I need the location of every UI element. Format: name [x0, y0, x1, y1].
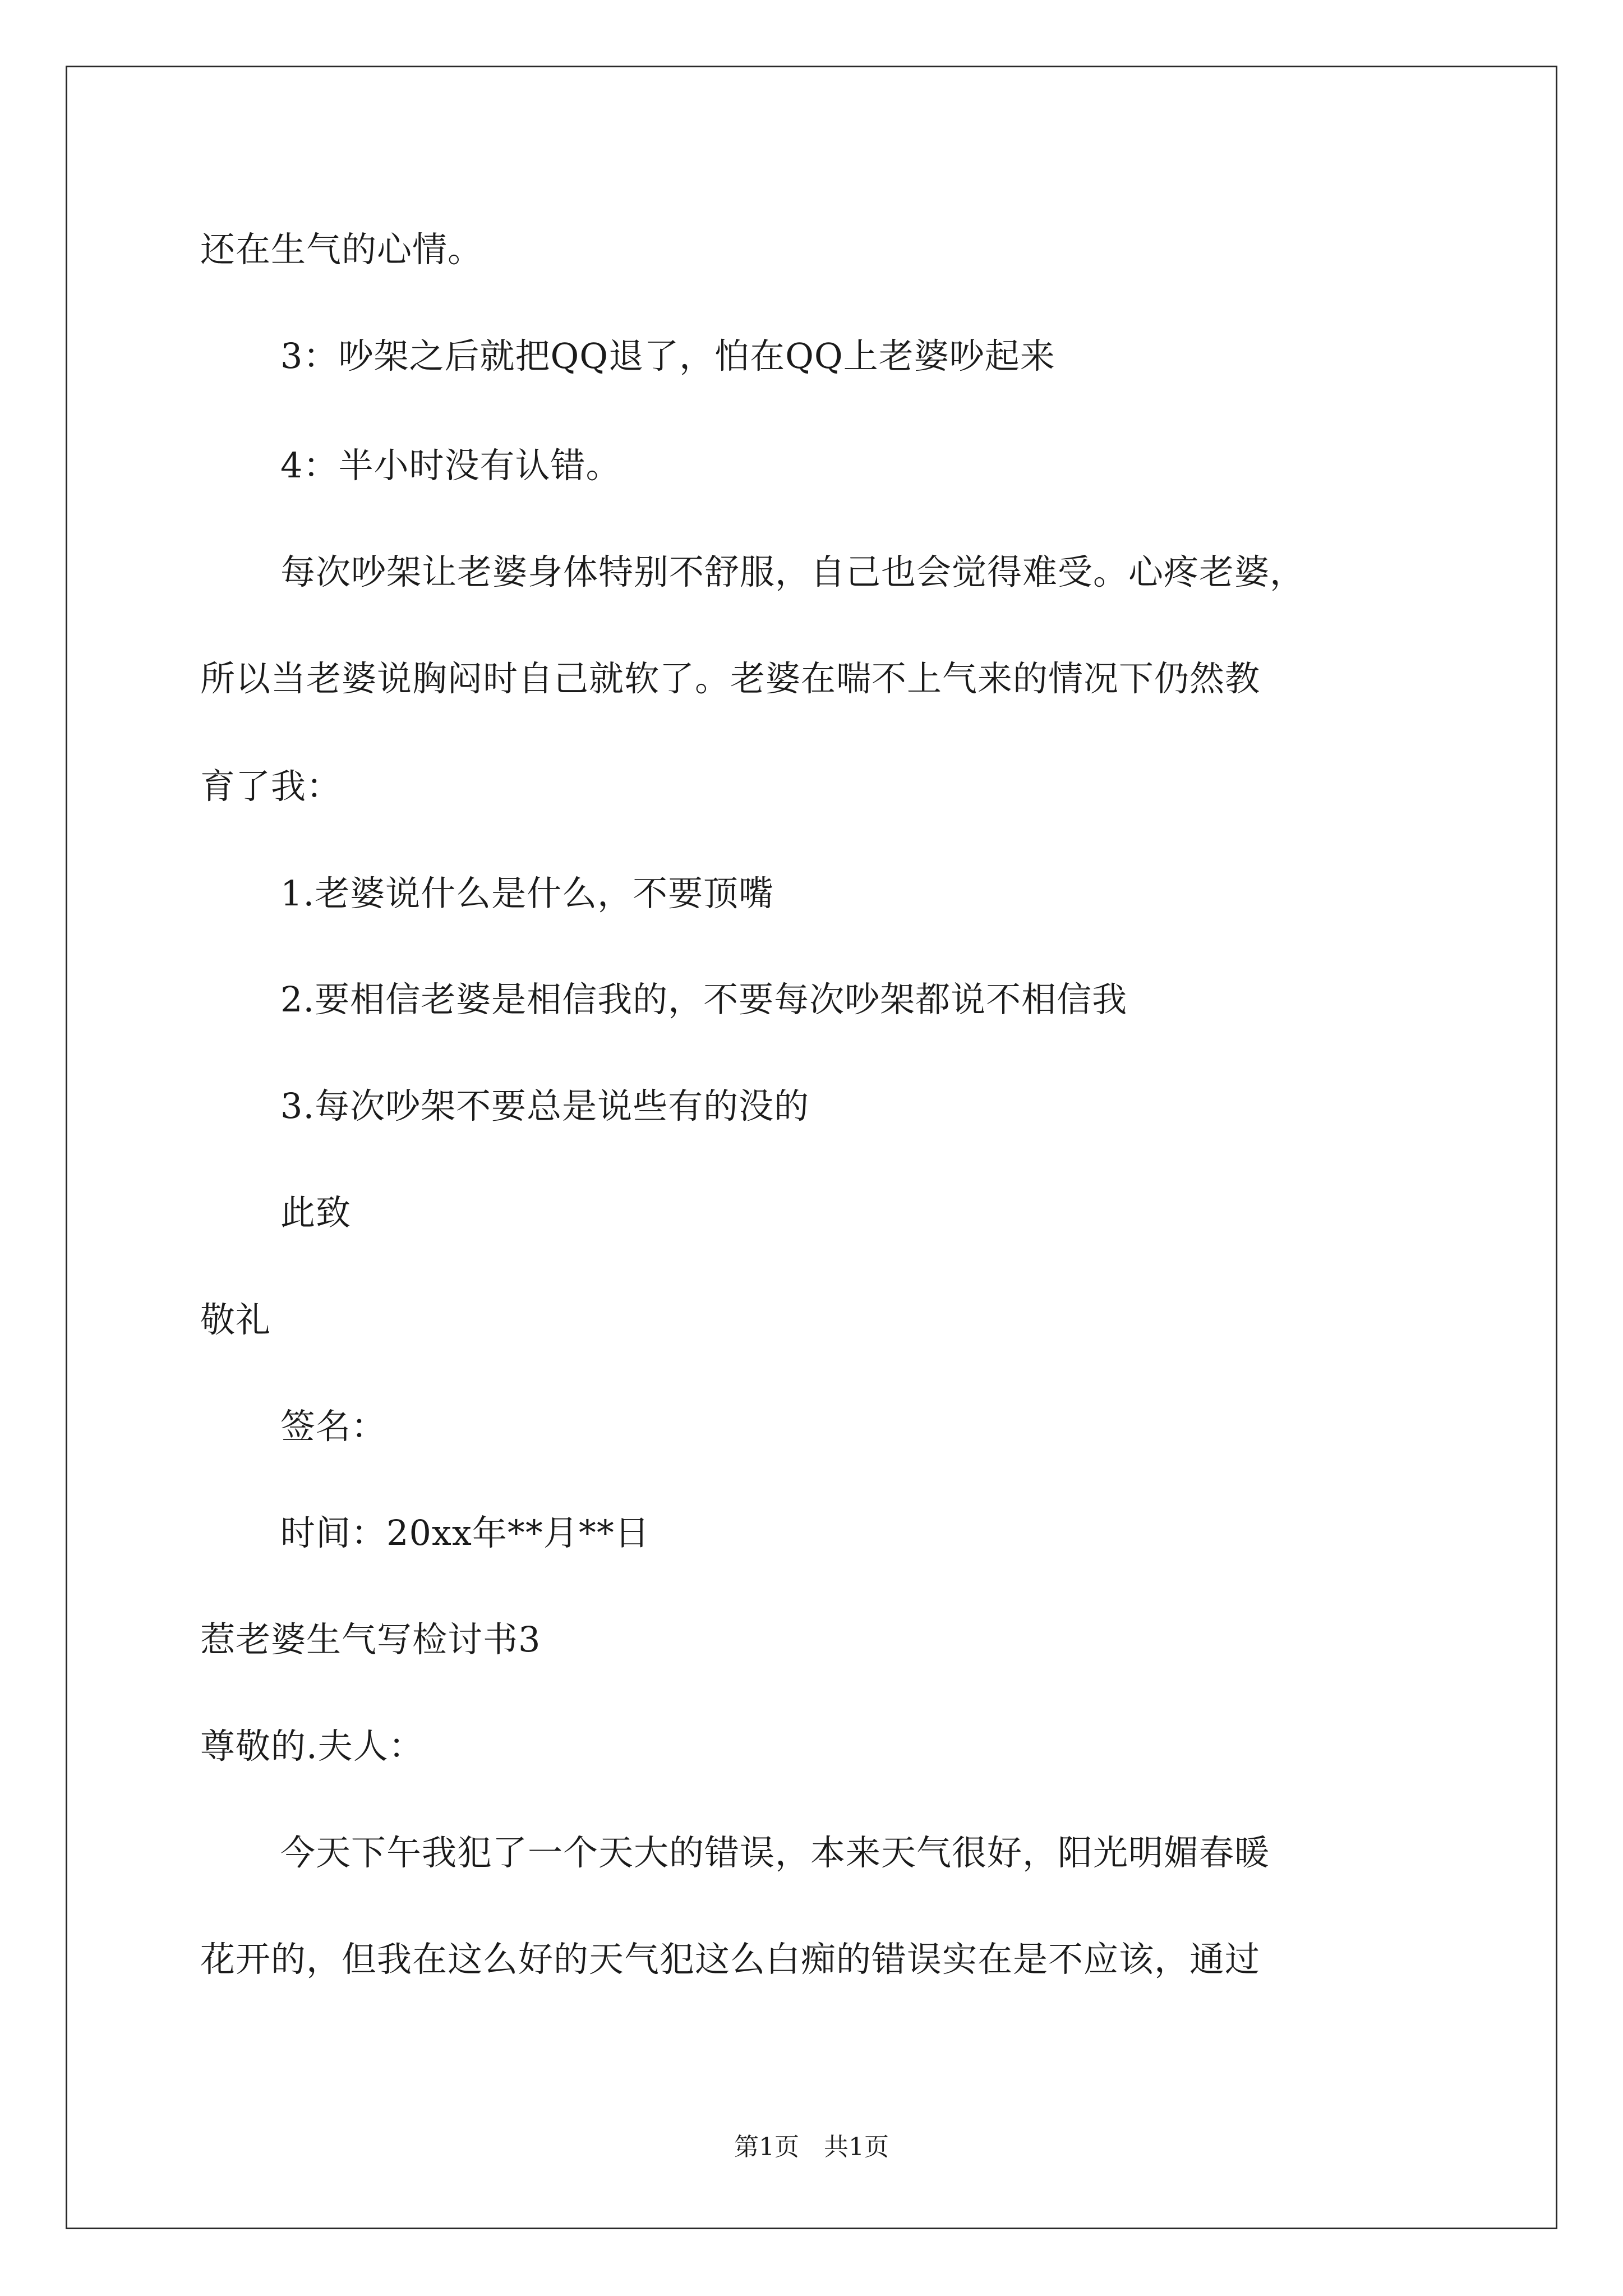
list-item-2: 2.要相信老婆是相信我的，不要每次吵架都说不相信我 — [280, 979, 1128, 1020]
body-line-5: 所以当老婆说胸闷时自己就软了。老婆在喘不上气来的情况下仍然教 — [200, 658, 1261, 699]
body-line-17: 花开的，但我在这么好的天气犯这么白痴的错误实在是不应该，通过 — [200, 1939, 1261, 1980]
body-line-1: 还在生气的心情。 — [200, 229, 483, 270]
page-border — [66, 66, 1557, 2229]
body-line-3: 4：半小时没有认错。 — [280, 445, 621, 486]
closing-cizhi: 此致 — [280, 1192, 352, 1233]
list-item-3: 3.每次吵架不要总是说些有的没的 — [280, 1085, 810, 1126]
closing-jingli: 敬礼 — [200, 1299, 271, 1340]
signature-label: 签名： — [280, 1406, 387, 1447]
section-title: 惹老婆生气写检讨书3 — [200, 1619, 541, 1660]
body-line-2: 3：吵架之后就把QQ退了，怕在QQ上老婆吵起来 — [280, 335, 1055, 376]
page-footer: 第1页 共1页 — [734, 2133, 889, 2161]
body-line-6: 育了我： — [200, 766, 342, 807]
body-line-4: 每次吵架让老婆身体特别不舒服，自己也会觉得难受。心疼老婆， — [280, 551, 1306, 592]
date-label: 时间：20xx年**月**日 — [280, 1512, 650, 1553]
salutation: 尊敬的.夫人： — [200, 1726, 424, 1766]
list-item-1: 1.老婆说什么是什么，不要顶嘴 — [280, 873, 774, 914]
body-line-16: 今天下午我犯了一个天大的错误，本来天气很好，阳光明媚春暖 — [280, 1832, 1270, 1873]
